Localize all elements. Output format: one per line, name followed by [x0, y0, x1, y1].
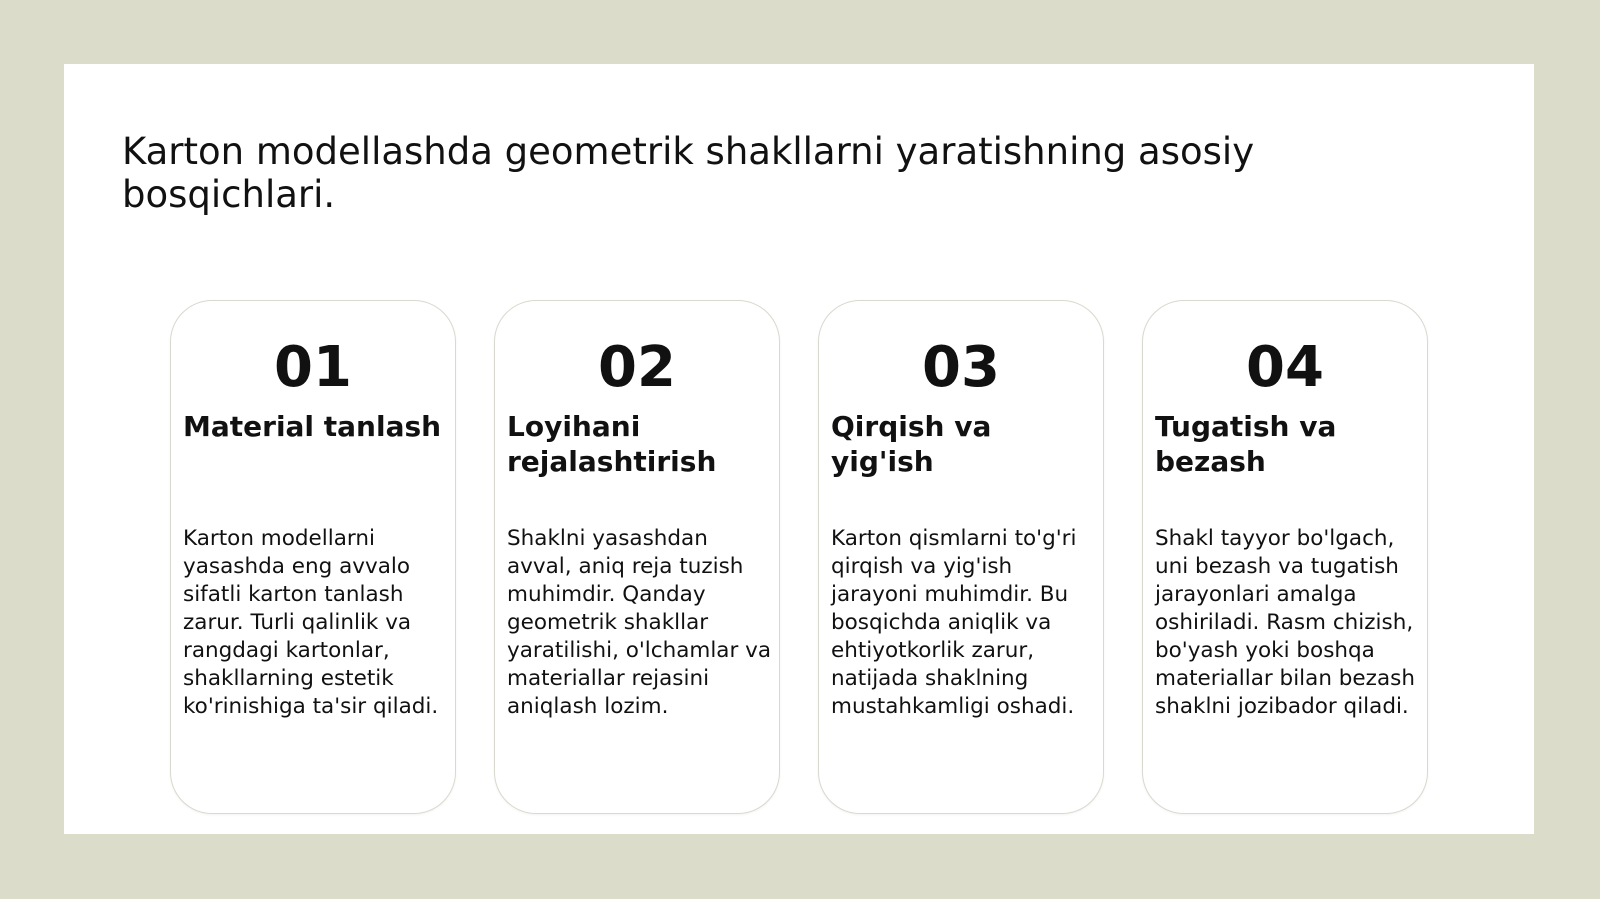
step-title: Loyihani rejalashtirish	[507, 410, 717, 478]
slide	[64, 64, 1534, 834]
step-card-1	[170, 300, 456, 814]
step-card-2	[494, 300, 780, 814]
step-description: Shakl tayyor bo'lgach, uni bezash va tugatish jarayonlari amalga oshiriladi. Rasm chizish, bo'yash yoki boshqa materiallar bilan bezash shaklni jozibador qiladi.	[1155, 526, 1415, 719]
step-card-4	[1142, 300, 1428, 814]
step-title: Tugatish va bezash	[1155, 410, 1337, 478]
slide-title: Karton modellashda geometrik shakllarni yaratishning asosiy bosqichlari.	[122, 130, 1255, 216]
step-number: 02	[598, 335, 676, 400]
step-description: Shaklni yasashdan avval, aniq reja tuzish muhimdir. Qanday geometrik shakllar yaratilishi, o'lchamlar va materiallar rejasini aniqlash lozim.	[507, 526, 772, 719]
step-description: Karton modellarni yasashda eng avvalo sifatli karton tanlash zarur. Turli qalinlik va rangdagi kartonlar, shakllarning estetik ko'rinishiga ta'sir qiladi.	[183, 526, 439, 719]
step-number: 01	[274, 335, 352, 400]
step-title: Material tanlash	[183, 410, 442, 443]
step-title: Qirqish va yig'ish	[831, 410, 992, 478]
step-description: Karton qismlarni to'g'ri qirqish va yig'ish jarayoni muhimdir. Bu bosqichda aniqlik va ehtiyotkorlik zarur, natijada shaklning mustahkamligi oshadi.	[831, 526, 1077, 719]
step-card-3	[818, 300, 1104, 814]
step-number: 03	[922, 335, 1000, 400]
step-number: 04	[1246, 335, 1324, 400]
